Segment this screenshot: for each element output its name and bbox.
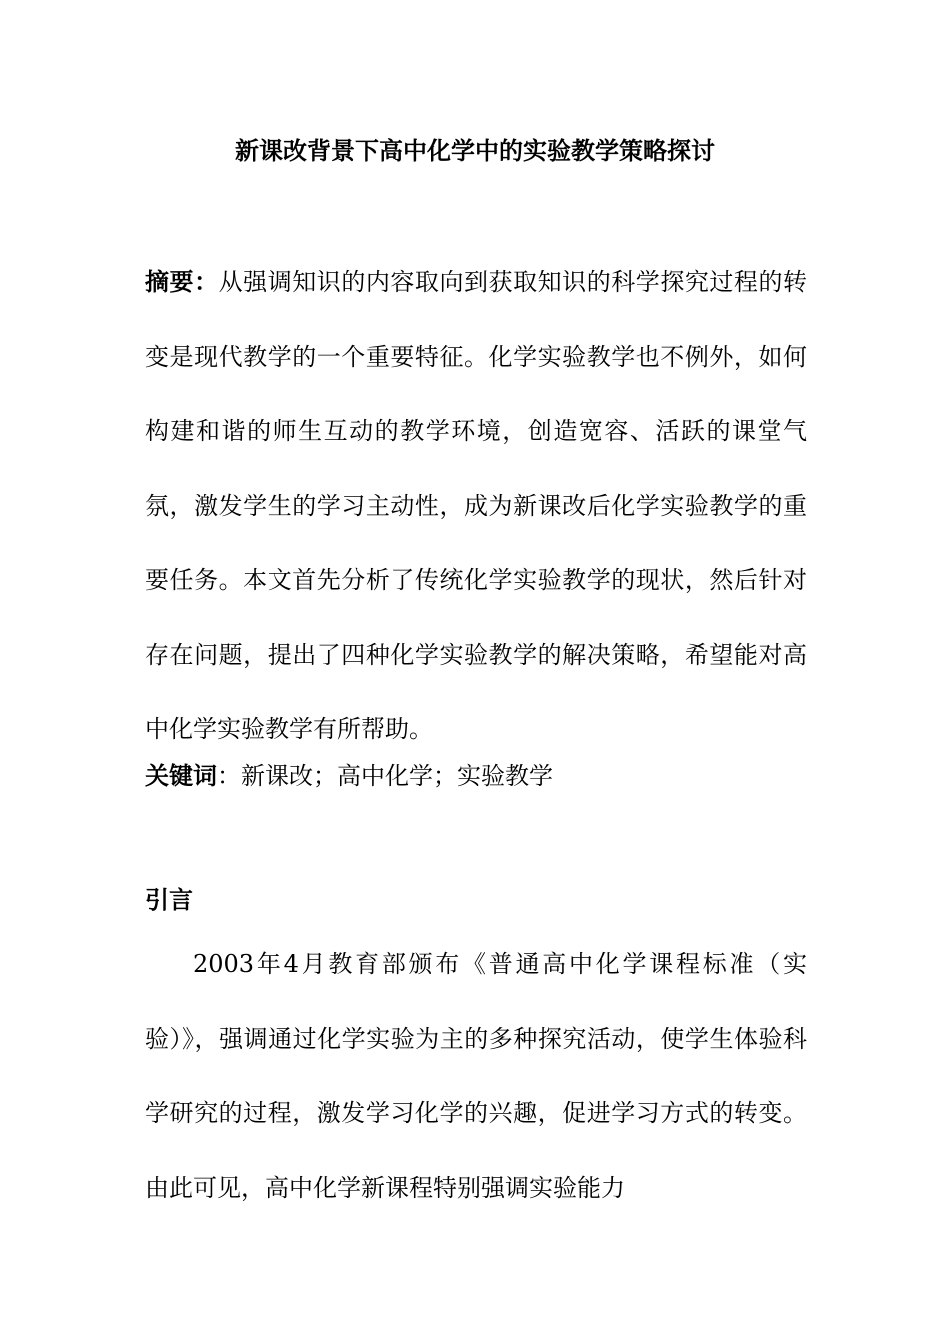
abstract-paragraph xyxy=(145,245,807,767)
keywords-line xyxy=(145,758,807,794)
section-heading-introduction: 引言 xyxy=(145,886,193,914)
keywords-text: ：新课改；高中化学；实验教学 xyxy=(217,762,553,790)
document-title: 新课改背景下高中化学中的实验教学策略探讨 xyxy=(235,137,715,165)
keywords-label: 关键词 xyxy=(145,762,217,790)
abstract-label: 摘要： xyxy=(145,268,219,296)
introduction-paragraph: 2003年4月教育部颁布《普通高中化学课程标准（实验）》，强调通过化学实验为主的多种探究活动，使学生体验科学研究的过程，激发学习化学的兴趣，促进学习方式的转变。由此可见，高中化学新课程特别强调实验能力 xyxy=(145,950,807,1202)
abstract-text: 从强调知识的内容取向到获取知识的科学探究过程的转变是现代教学的一个重要特征。化学实验教学也不例外，如何构建和谐的师生互动的教学环境，创造宽容、活跃的课堂气氛，激发学生的学习主动性，成为新课改后化学实验教学的重要任务。本文首先分析了传统化学实验教学的现状，然后针对存在问题，提出了四种化学实验教学的解决策略，希望能对高中化学实验教学有所帮助。 xyxy=(145,268,808,743)
